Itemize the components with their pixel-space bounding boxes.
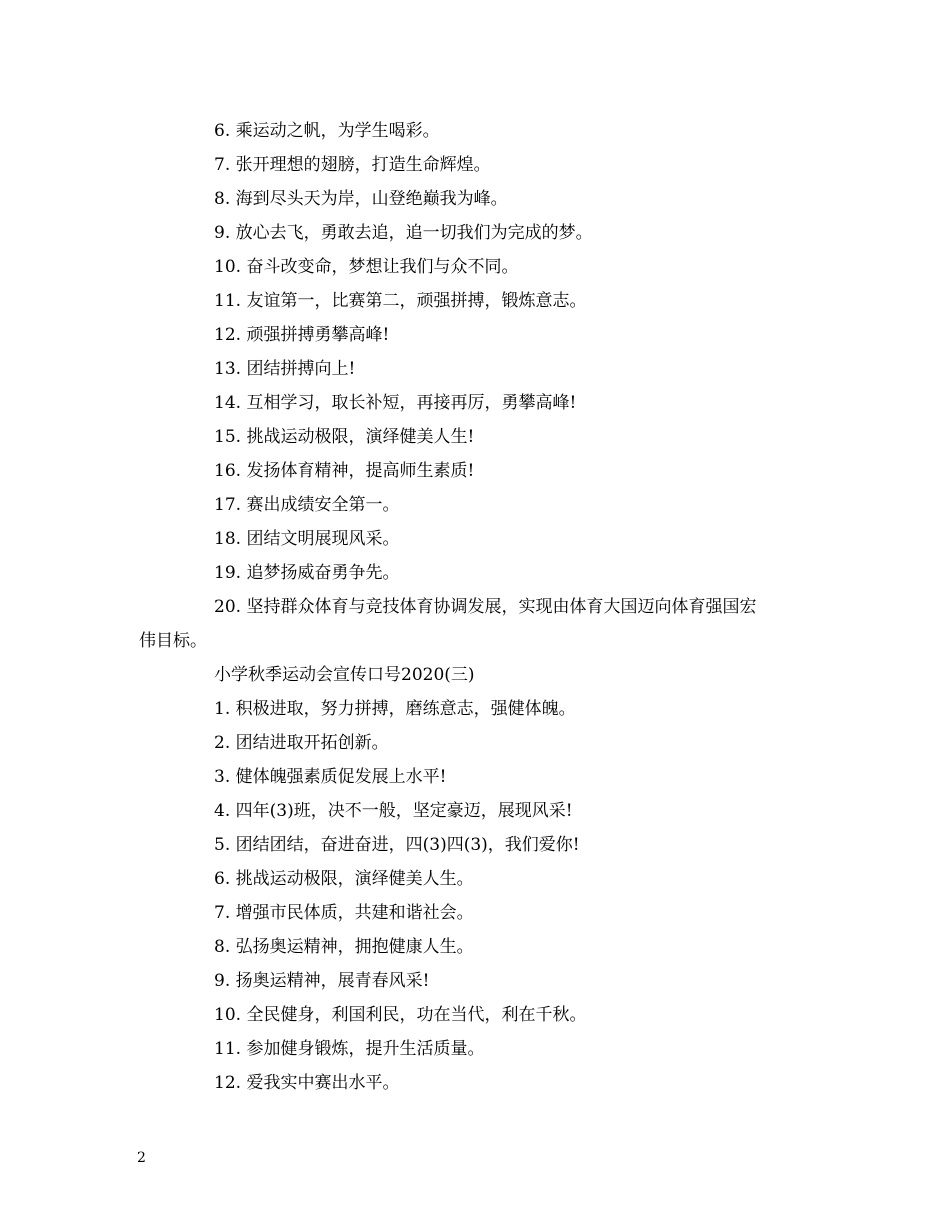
list-item: 9. 放心去飞，勇敢去追，追一切我们为完成的梦。 xyxy=(214,223,593,243)
list-item-wrapped-first: 20. 坚持群众体育与竞技体育协调发展，实现由体育大国迈向体育强国宏 xyxy=(214,597,757,617)
list-item: 16. 发扬体育精神，提高师生素质! xyxy=(214,461,475,481)
list-item: 6. 乘运动之帆，为学生喝彩。 xyxy=(214,121,440,141)
list-item: 9. 扬奥运精神，展青春风采! xyxy=(214,971,430,991)
list-item: 2. 团结进取开拓创新。 xyxy=(214,733,389,753)
list-item: 15. 挑战运动极限，演绎健美人生! xyxy=(214,427,475,447)
list-item: 7. 张开理想的翅膀，打造生命辉煌。 xyxy=(214,155,491,175)
list-item: 10. 奋斗改变命，梦想让我们与众不同。 xyxy=(214,257,519,277)
list-item: 14. 互相学习，取长补短，再接再厉，勇攀高峰! xyxy=(214,393,577,413)
list-item: 11. 参加健身锻炼，提升生活质量。 xyxy=(214,1039,485,1059)
list-item: 3. 健体魄强素质促发展上水平! xyxy=(214,767,447,787)
list-item: 19. 追梦扬威奋勇争先。 xyxy=(214,563,400,583)
list-item-wrapped-rest: 伟目标。 xyxy=(139,631,207,651)
document-body xyxy=(139,114,819,1100)
list-item: 7. 增强市民体质，共建和谐社会。 xyxy=(214,903,474,923)
list-item: 18. 团结文明展现风采。 xyxy=(214,529,400,549)
list-item: 13. 团结拼搏向上! xyxy=(214,359,356,379)
list-item: 1. 积极进取，努力拼搏，磨练意志，强健体魄。 xyxy=(214,699,576,719)
list-item: 11. 友谊第一，比赛第二，顽强拼搏，锻炼意志。 xyxy=(214,291,587,311)
list-item: 10. 全民健身，利国利民，功在当代，利在千秋。 xyxy=(214,1005,587,1025)
list-item: 8. 弘扬奥运精神，拥抱健康人生。 xyxy=(214,937,474,957)
list-item: 5. 团结团结，奋进奋进，四(3)四(3)，我们爱你! xyxy=(214,835,580,855)
list-item: 4. 四年(3)班，决不一般，坚定豪迈，展现风采! xyxy=(214,801,573,821)
list-item: 6. 挑战运动极限，演绎健美人生。 xyxy=(214,869,474,889)
page-number: 2 xyxy=(137,1150,146,1166)
section-heading: 小学秋季运动会宣传口号2020(三) xyxy=(214,665,475,685)
list-item: 12. 顽强拼搏勇攀高峰! xyxy=(214,325,390,345)
list-item: 17. 赛出成绩安全第一。 xyxy=(214,495,400,515)
list-item: 8. 海到尽头天为岸，山登绝巅我为峰。 xyxy=(214,189,508,209)
list-item: 12. 爱我实中赛出水平。 xyxy=(214,1073,400,1093)
